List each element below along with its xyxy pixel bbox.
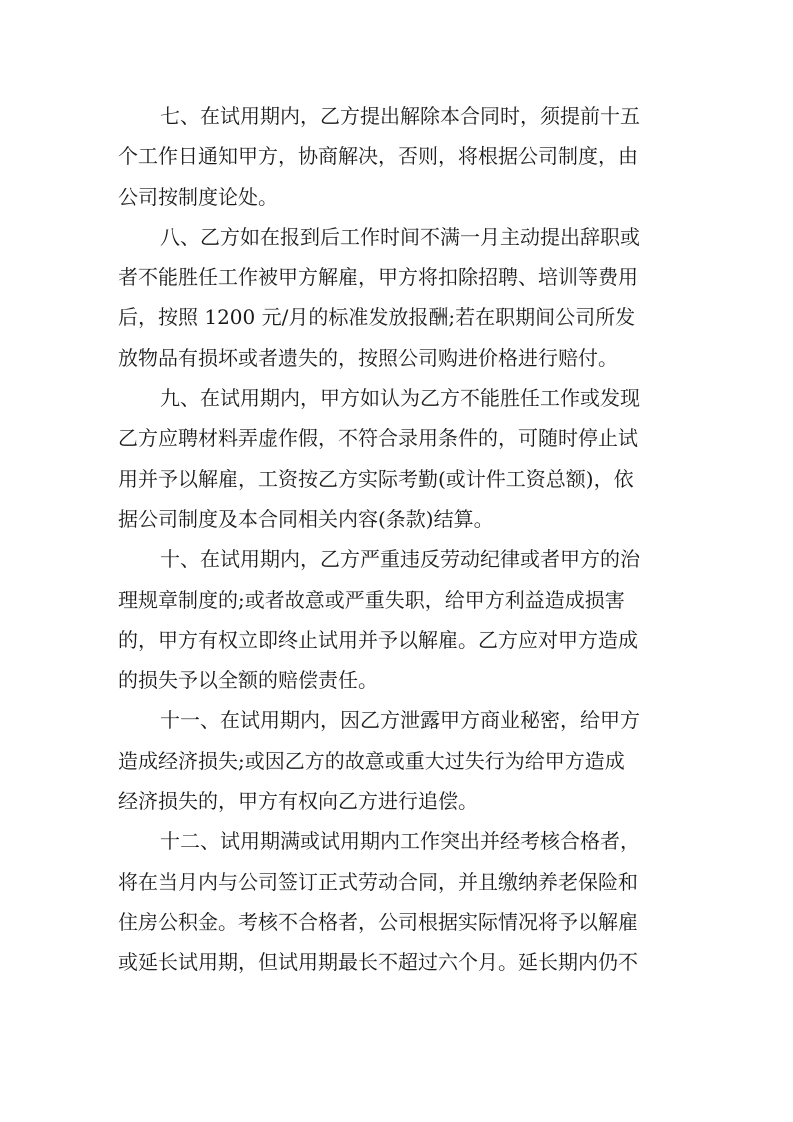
text-line: 后，按照 1200 元/月的标准发放报酬;若在职期间公司所发 (118, 305, 636, 330)
text-line: 住房公积金。考核不合格者，公司根据实际情况将予以解雇 (118, 909, 638, 934)
text-line: 或延长试用期，但试用期最长不超过六个月。延长期内仍不 (118, 950, 638, 975)
text-line: 八、乙方如在报到后工作时间不满一月主动提出辞职或 (160, 224, 640, 249)
text-line: 造成经济损失;或因乙方的故意或重大过失行为给甲方造成 (118, 748, 625, 773)
text-line: 乙方应聘材料弄虚作假，不符合录用条件的，可随时停止试 (118, 426, 638, 451)
text-line: 者不能胜任工作被甲方解雇，甲方将扣除招聘、培训等费用 (118, 265, 638, 290)
document-body (118, 96, 678, 983)
paragraph-clause-10 (118, 539, 678, 700)
text-line: 经济损失的，甲方有权向乙方进行追偿。 (118, 789, 478, 814)
text-line: 十二、试用期满或试用期内工作突出并经考核合格者， (160, 829, 640, 854)
paragraph-clause-9 (118, 378, 678, 539)
text-line: 的损失予以全额的赔偿责任。 (118, 668, 378, 693)
text-line: 九、在试用期内，甲方如认为乙方不能胜任工作或发现 (160, 386, 640, 411)
text-line: 十、在试用期内，乙方严重违反劳动纪律或者甲方的治 (160, 547, 640, 572)
text-line: 放物品有损坏或者遗失的，按照公司购进价格进行赔付。 (118, 345, 618, 370)
text-line: 理规章制度的;或者故意或严重失职，给甲方利益造成损害 (118, 587, 625, 612)
paragraph-clause-12 (118, 821, 678, 982)
text-line: 个工作日通知甲方，协商解决，否则，将根据公司制度，由 (118, 144, 638, 169)
text-line: 据公司制度及本合同相关内容(条款)结算。 (118, 506, 494, 531)
text-line: 十一、在试用期内，因乙方泄露甲方商业秘密，给甲方 (160, 708, 640, 733)
text-line: 公司按制度论处。 (118, 184, 278, 209)
text-line: 将在当月内与公司签订正式劳动合同，并且缴纳养老保险和 (118, 869, 638, 894)
paragraph-clause-11 (118, 700, 678, 821)
text-line: 用并予以解雇，工资按乙方实际考勤(或计件工资总额)，依 (118, 466, 634, 491)
text-line: 的，甲方有权立即终止试用并予以解雇。乙方应对甲方造成 (118, 627, 638, 652)
paragraph-clause-7 (118, 96, 678, 217)
paragraph-clause-8 (118, 217, 678, 378)
text-line: 七、在试用期内，乙方提出解除本合同时，须提前十五 (160, 104, 640, 128)
